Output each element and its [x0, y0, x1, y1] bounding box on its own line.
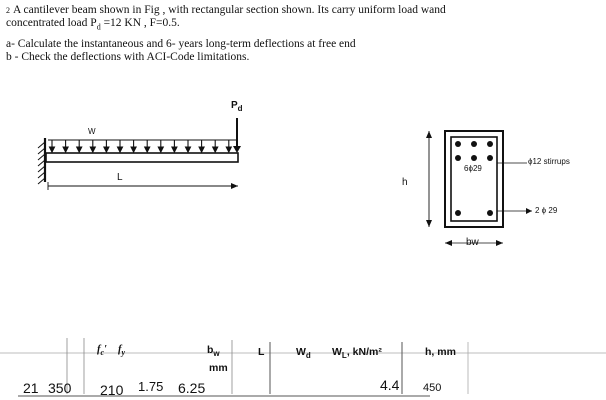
problem-statement [6, 4, 446, 64]
table-lines [0, 330, 606, 400]
bottom-bars-label: 2 ϕ 29 [535, 206, 558, 215]
cantilever-beam-figure [30, 100, 280, 200]
value-bw: 210 [100, 382, 124, 398]
load-arrow-head [90, 147, 95, 152]
stirrups-label: ϕ12 stirrups [528, 157, 570, 166]
load-arrow-head [145, 147, 150, 152]
header-fc: $f_c'$ [97, 344, 108, 358]
value-L: 1.75 [138, 379, 164, 394]
value-fc: 21 [23, 380, 39, 396]
load-arrow-head [131, 147, 136, 152]
height-label: h [402, 177, 408, 188]
problem-number: 2 [6, 6, 10, 15]
header-fy: $f_y$ [118, 344, 126, 358]
value-wd: 6.25 [178, 380, 206, 396]
load-arrow-head [63, 147, 68, 152]
load-arrow-head [213, 147, 218, 152]
header-h: h, mm [425, 346, 456, 358]
header-wd: $W_d$ [296, 346, 311, 361]
load-arrow-head [199, 147, 204, 152]
problem-line-2: concentrated load $P_d =12$ KN , F=0.5. [6, 17, 180, 32]
load-arrow-head [104, 147, 109, 152]
top-bars-label: 6ϕ29 [464, 164, 482, 173]
part-a: a- Calculate the instantaneous and 6- years long-term deflections at free end [6, 38, 356, 51]
value-h: 450 [423, 382, 442, 394]
header-bw: $b_w$ [207, 344, 220, 359]
problem-line-1: 2 A cantilever beam shown in Fig , with rectangular section shown. Its carry uniform load wand [6, 4, 446, 16]
header-L: L [258, 346, 265, 358]
value-wl: 4.4 [380, 377, 400, 393]
load-arrow-head [77, 147, 82, 152]
load-arrow-head [50, 147, 55, 152]
load-arrow-head [118, 147, 123, 152]
part-b: b - Check the deflections with ACI-Code limitations. [6, 51, 250, 64]
load-arrow-head [172, 147, 177, 152]
cross-section-figure [415, 125, 605, 255]
load-arrow-head [226, 147, 231, 152]
width-label: bw [466, 237, 479, 248]
load-arrow-head [186, 147, 191, 152]
value-fy: 350 [48, 380, 72, 396]
uniform-load-label: W [88, 127, 96, 136]
load-arrow-head [158, 147, 163, 152]
header-bw-unit: mm [209, 362, 228, 374]
header-wl: $W_L$, kN/m² [332, 346, 382, 361]
point-load-label: $P_d$ [231, 100, 243, 113]
span-label: L [117, 172, 123, 183]
